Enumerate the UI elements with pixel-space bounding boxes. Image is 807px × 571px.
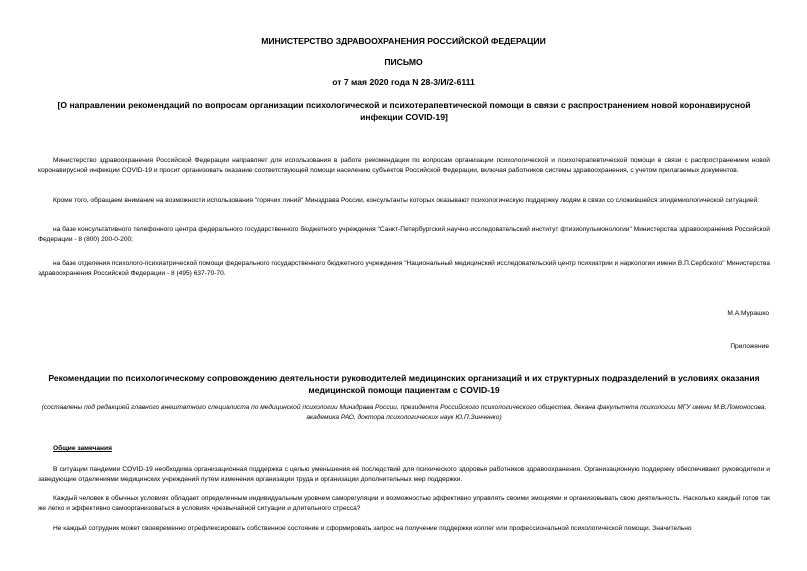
document-subject: [О направлении рекомендаций по вопросам организации психологической и психотерапевтической помощи в связи с распространением новой коронавирусной инфекции COVID-19] xyxy=(57,100,751,122)
signature: М.А.Мурашко xyxy=(727,310,769,317)
document-type: ПИСЬМО xyxy=(384,57,423,67)
letter-paragraph-1: Министерство здравоохранения Российской Федерации направляет для использования в работе рекомендации по вопросам организации психологической и психотерапевтической помощи в связи с распространением новой коронавирусной инфекции COVID-19 и просит организовать оказание соответствующей помощи населению субъектов Российской Федерации, включая работников системы здравоохранения, с учетом прилагаемых документов. xyxy=(38,157,770,175)
section-paragraph-3: Не каждый сотрудник может своевременно отрефлексировать собственное состояние и сформировать запрос на получение поддержки коллег или профессиональной психологической помощи. Значительно xyxy=(53,525,692,532)
letter-paragraph-3: на базе консультативного телефонного центра федерального государственного бюджетного учреждения "Санкт-Петербургский научно-исследовательский институт фтизиопульмонологии" Министерства здравоохранения Российской Федерации - 8 (800) 200-0-200; xyxy=(38,226,770,244)
recommendations-title: Рекомендации по психологическому сопровождению деятельности руководителей медицинских организаций и их структурных подразделений в условиях оказания медицинской помощи пациентам с COVID-19 xyxy=(48,373,760,395)
section-paragraph-2: Каждый человек в обычных условиях обладает определенным индивидуальным уровнем саморегуляции и возможностью эффективно управлять своими эмоциями и организовывать свою деятельность. Насколько каждый готов так же легко и эффективно самоорганизоваться в условиях чрезвычайной ситуации и длительного стресса? xyxy=(38,495,770,513)
ministry-heading: МИНИСТЕРСТВО ЗДРАВООХРАНЕНИЯ РОССИЙСКОЙ ФЕДЕРАЦИИ xyxy=(261,36,546,46)
recommendations-editors: (составлены под редакцией главного внештатного специалиста по медицинской психологии Минздрава России, президента Российского психологического общества, декана факультета психологии МГУ имени М.В.Ломоносова, академика РАО, доктора психологических наук Ю.П.Зинченко) xyxy=(41,404,767,422)
section-paragraph-1: В ситуации пандемии COVID-19 необходима организационная поддержка с целью уменьшения её последствий для психического здоровья работников здравоохранения. Организационную поддержку обеспечивают руководители и заведующие отделениями медицинских учреждений путем изменения организации труда и организации дополнительных мер поддержки. xyxy=(38,466,770,484)
letter-paragraph-2: Кроме того, обращаем внимание на возможности использования "горячих линий" Минздрава России, консультанты которых оказывают психологическую поддержку людям в связи со сложившейся эпидемиологической ситуацией: xyxy=(53,197,760,204)
section-title-general: Общие замечания xyxy=(53,445,112,452)
document-date-number: от 7 мая 2020 года N 28-3/И/2-6111 xyxy=(332,77,475,87)
attachment-label: Приложение xyxy=(730,343,769,350)
letter-paragraph-4: на базе отделения психолого-психиатрической помощи федерального государственного бюджетного учреждения "Национальный медицинский исследовательский центр психиатрии и наркологии имени В.П.Сербского" Министерства здравоохранения Российской Федерации - 8 (495) 637-70-70. xyxy=(38,260,770,278)
